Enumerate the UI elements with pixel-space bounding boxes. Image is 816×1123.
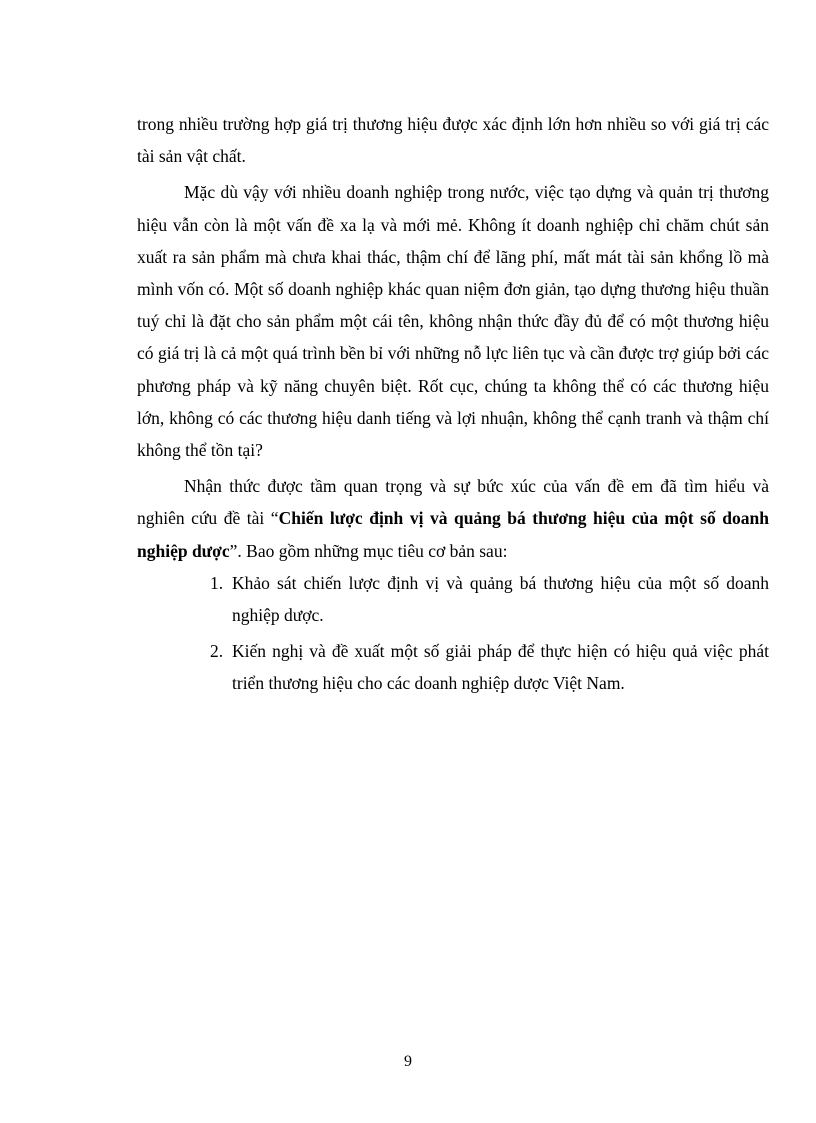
document-body [137, 108, 769, 700]
list-item [137, 635, 769, 699]
paragraph-intro-continuation: trong nhiều trường hợp giá trị thương hiệu được xác định lớn hơn nhiều so với giá trị các tài sản vật chất. [137, 114, 769, 167]
list-item-number: 1. [210, 572, 224, 593]
objectives-list [137, 567, 769, 700]
list-item-text: Kiến nghị và đề xuất một số giải pháp để thực hiện có hiệu quả việc phát triển thương hiệu cho các doanh nghiệp dược Việt Nam. [232, 641, 769, 694]
list-item-text: Khảo sát chiến lược định vị và quảng bá thương hiệu của một số doanh nghiệp dược. [232, 572, 769, 626]
paragraph-research-topic [137, 470, 769, 567]
topic-lead-in-text: Nhận thức được tầm quan trọng và sự bức xúc của vấn đề em đã tìm hiểu và nghiên cứu đề tài “ [137, 476, 769, 529]
paragraph-domestic-enterprises: Mặc dù vậy với nhiều doanh nghiệp trong nước, việc tạo dựng và quản trị thương hiệu vẫn còn là một vấn đề xa lạ và mới mẻ. Không ít doanh nghiệp chỉ chăm chút sản xuất ra sản phẩm mà chưa khai thác, thậm chí để lãng phí, mất mát tài sản khổng lồ mà mình vốn có. Một số doanh nghiệp khác quan niệm đơn giản, tạo dựng thương hiệu thuần tuý chỉ là đặt cho sản phẩm một cái tên, không nhận thức đầy đủ để có một thương hiệu có giá trị là cả một quá trình bền bỉ với những nỗ lực liên tục và cần được trợ giúp bởi các phương pháp và kỹ năng chuyên biệt. Rốt cục, chúng ta không thể có các thương hiệu lớn, không có các thương hiệu danh tiếng và lợi nhuận, không thể cạnh tranh và thậm chí không thể tồn tại? [137, 182, 769, 461]
list-item [137, 567, 769, 631]
topic-lead-out-text: ”. Bao gồm những mục tiêu cơ bản sau: [229, 540, 508, 561]
research-topic-title: Chiến lược định vị và quảng bá thương hiệu của một số doanh nghiệp dược [137, 508, 769, 561]
page-number: 9 [404, 1053, 412, 1070]
list-item-number: 2. [210, 641, 224, 662]
